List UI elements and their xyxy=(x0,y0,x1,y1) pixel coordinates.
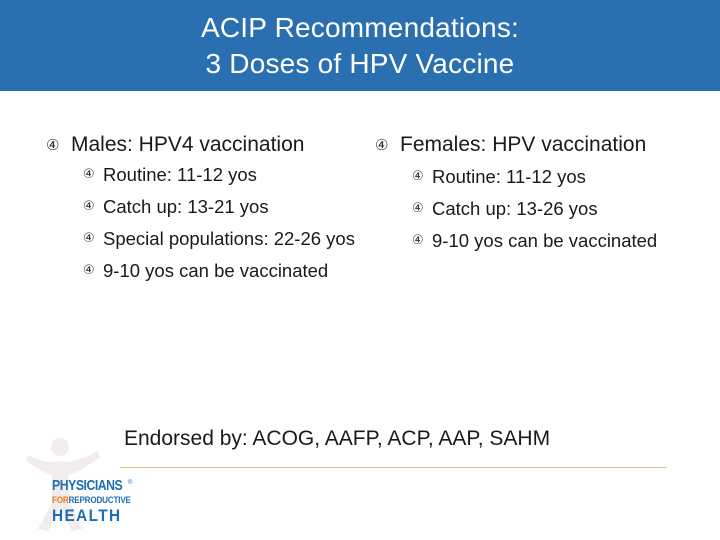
bullet-icon: ④ xyxy=(83,263,95,278)
males-heading-text: Males: HPV4 vaccination xyxy=(71,133,305,156)
list-item-text: Special populations: 22-26 yos xyxy=(103,228,355,249)
logo-line-2 xyxy=(52,494,151,506)
males-column xyxy=(46,130,356,290)
list-item-text: Routine: 11-12 yos xyxy=(103,164,257,185)
females-column xyxy=(375,130,695,260)
bullet-icon: ④ xyxy=(375,136,389,154)
bullet-icon: ④ xyxy=(412,169,424,184)
divider-line xyxy=(120,467,667,468)
logo-reproductive: REPRODUCTIVE xyxy=(68,495,131,505)
logo-line-1: PHYSICIANS xyxy=(52,477,123,494)
list-item xyxy=(83,226,356,252)
males-sublist xyxy=(83,162,356,284)
bullet-icon: ④ xyxy=(83,199,95,214)
bullet-icon: ④ xyxy=(83,231,95,246)
list-item-text: 9-10 yos can be vaccinated xyxy=(103,260,329,281)
list-item-text: Catch up: 13-21 yos xyxy=(103,196,269,217)
title-banner xyxy=(0,0,720,91)
logo-line-3: HEALTH xyxy=(52,506,122,525)
list-item xyxy=(412,228,695,254)
bullet-icon: ④ xyxy=(412,233,424,248)
bullet-icon: ④ xyxy=(412,201,424,216)
list-item-text: Routine: 11-12 yos xyxy=(432,166,586,187)
list-item-text: 9-10 yos can be vaccinated xyxy=(432,230,658,251)
bullet-icon: ④ xyxy=(46,136,60,154)
list-item-text: Catch up: 13-26 yos xyxy=(432,198,598,219)
physicians-for-reproductive-health-logo xyxy=(52,478,162,530)
slide-title-line-2: 3 Doses of HPV Vaccine xyxy=(205,47,515,79)
list-item xyxy=(83,194,356,220)
list-item xyxy=(412,164,695,190)
females-heading-text: Females: HPV vaccination xyxy=(400,133,647,156)
slide-title-line-1: ACIP Recommendations: xyxy=(200,11,520,43)
females-sublist xyxy=(412,164,695,254)
logo-for: FOR xyxy=(52,495,69,505)
females-heading xyxy=(375,130,695,160)
logo-registered-mark: ® xyxy=(128,480,133,486)
list-item xyxy=(83,162,356,188)
bullet-icon: ④ xyxy=(83,167,95,182)
males-heading xyxy=(46,130,356,160)
endorsement-text: Endorsed by: ACOG, AAFP, ACP, AAP, SAHM xyxy=(124,427,551,450)
list-item xyxy=(83,258,356,284)
list-item xyxy=(412,196,695,222)
